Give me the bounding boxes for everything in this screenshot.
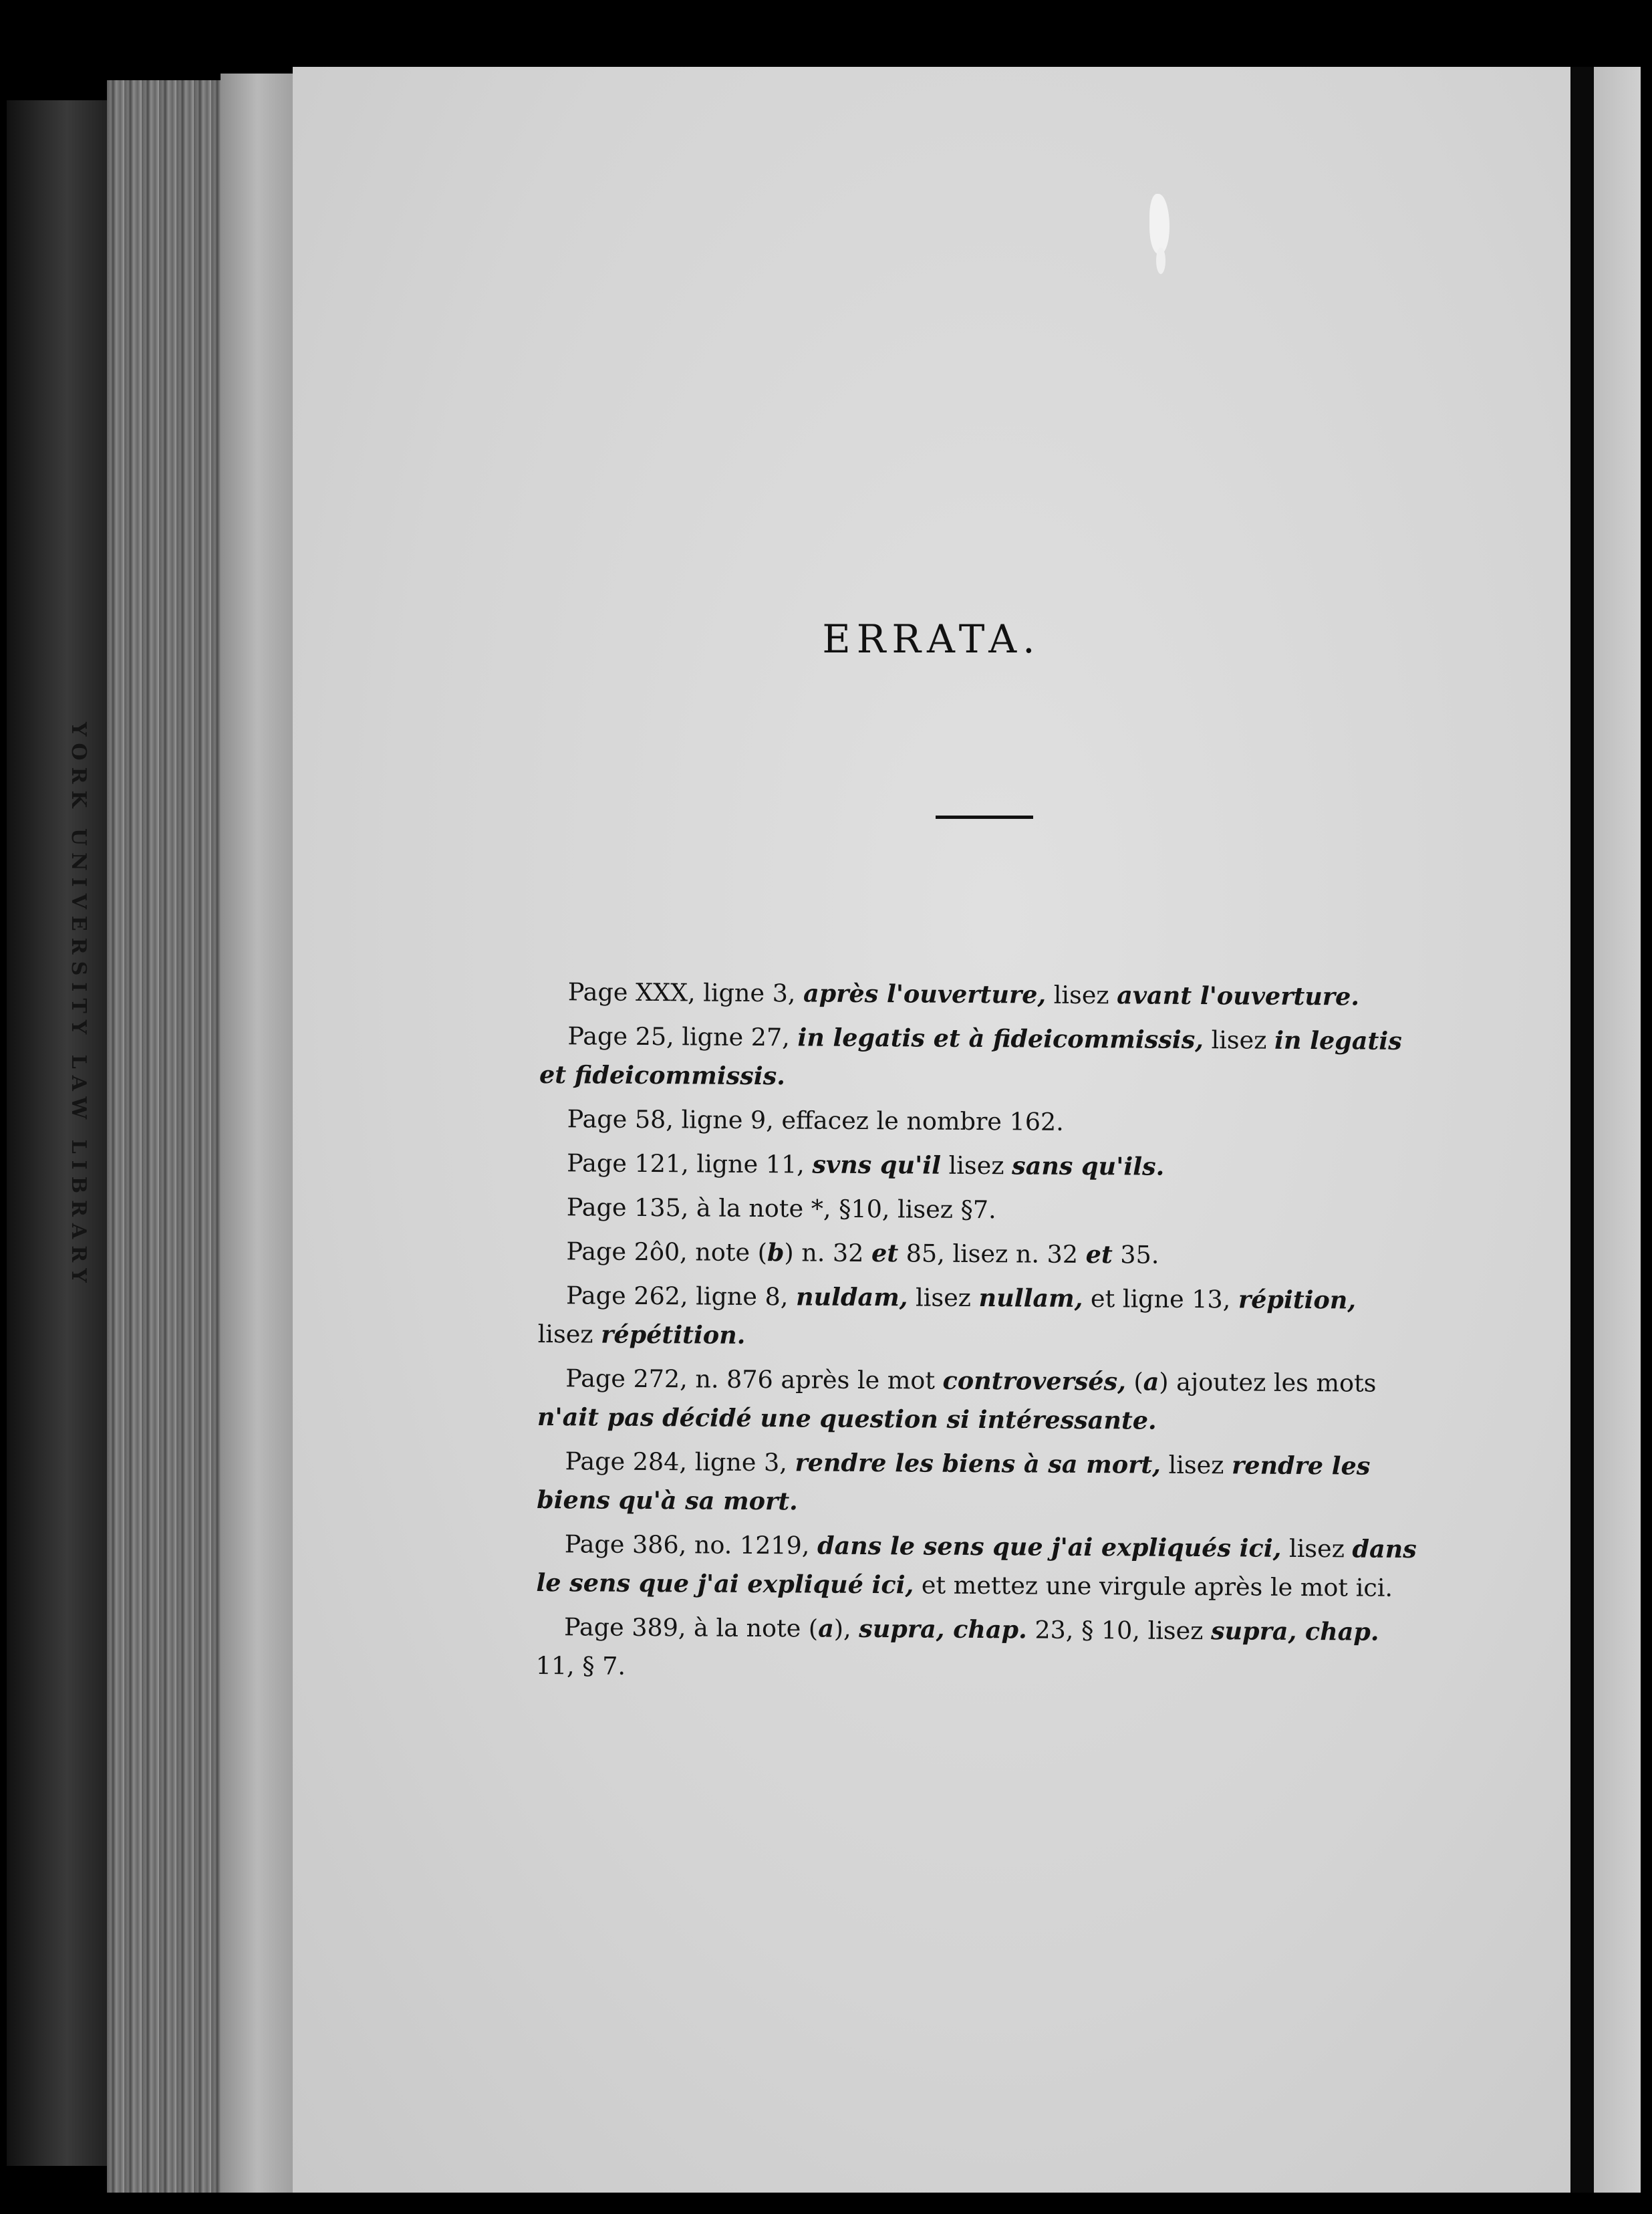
errata-text: Page 272, n. 876 après le mot	[565, 1364, 943, 1395]
errata-entry	[539, 1017, 1652, 1102]
errata-text: ),	[833, 1614, 859, 1643]
errata-page	[293, 67, 1570, 2193]
errata-italic-text: controversés,	[942, 1366, 1126, 1396]
errata-italic-text: a	[818, 1614, 834, 1643]
errata-text: lisez	[1203, 1025, 1275, 1055]
errata-entry-line	[539, 1100, 1652, 1146]
errata-italic-text: dans le sens que j'ai expliqués ici,	[817, 1531, 1282, 1563]
errata-italic-text: et	[871, 1239, 899, 1268]
errata-italic-text: b	[767, 1238, 785, 1267]
errata-italic-text: biens qu'à sa mort.	[537, 1485, 798, 1516]
errata-italic-text: et fideicommissis.	[539, 1060, 786, 1091]
errata-entry-line	[539, 1056, 1652, 1102]
gutter-shadow	[1570, 67, 1597, 2193]
errata-entry-line	[539, 1188, 1652, 1234]
errata-text: (	[1125, 1367, 1143, 1396]
errata-text: et mettez une virgule après le mot ici.	[914, 1570, 1393, 1602]
errata-entry-line	[537, 1481, 1652, 1527]
errata-text: Page 389, à la note (	[563, 1612, 819, 1643]
errata-entry-line	[536, 1608, 1652, 1654]
page-title: ERRATA.	[822, 616, 1041, 662]
errata-entry-line	[538, 1315, 1652, 1361]
paper-blemish	[1156, 247, 1165, 274]
errata-text: Page 135, à la note *, §10, lisez §7.	[566, 1193, 996, 1225]
errata-italic-text: supra, chap.	[859, 1614, 1027, 1644]
errata-entry	[538, 1276, 1652, 1361]
errata-italic-text: rendre les	[1231, 1451, 1371, 1481]
errata-text: 35.	[1112, 1240, 1159, 1269]
errata-italic-text: rendre les biens à sa mort,	[795, 1448, 1161, 1479]
errata-text: Page 386, no. 1219,	[564, 1529, 818, 1560]
errata-text: Page 25, ligne 27,	[567, 1021, 798, 1052]
errata-text: Page XXX, ligne 3,	[567, 977, 804, 1008]
errata-italic-text: svns qu'il	[812, 1150, 942, 1180]
errata-entry	[535, 1608, 1652, 1693]
facing-page-edge	[1594, 67, 1641, 2193]
errata-italic-text: nullam,	[978, 1283, 1083, 1313]
book-spine	[7, 100, 107, 2166]
errata-text: Page 262, ligne 8,	[565, 1281, 797, 1312]
errata-entry-line	[540, 973, 1652, 1019]
errata-italic-text: le sens que j'ai expliqué ici,	[536, 1568, 914, 1600]
errata-text: lisez	[908, 1283, 979, 1313]
errata-italic-text: répition,	[1238, 1285, 1357, 1315]
errata-text: lisez	[537, 1319, 601, 1349]
errata-entry-line	[539, 1144, 1652, 1190]
errata-italic-text: après l'ouverture,	[803, 979, 1047, 1009]
errata-italic-text: avant l'ouverture.	[1117, 981, 1360, 1011]
errata-list	[535, 973, 1652, 1698]
errata-entry	[539, 1144, 1652, 1190]
errata-entry-line	[536, 1564, 1652, 1610]
errata-entry	[537, 1442, 1652, 1527]
errata-italic-text: in legatis	[1274, 1025, 1402, 1056]
errata-entry	[539, 1188, 1652, 1234]
errata-text: 23, § 10, lisez	[1026, 1615, 1212, 1646]
errata-entry	[538, 1232, 1652, 1278]
errata-text: et ligne 13,	[1083, 1283, 1239, 1314]
paper-blemish	[1149, 194, 1169, 254]
errata-text: Page 121, ligne 11,	[567, 1148, 813, 1179]
errata-text: lisez	[940, 1150, 1012, 1181]
errata-italic-text: in legatis et à fideicommissis,	[797, 1023, 1204, 1055]
errata-entry	[536, 1525, 1652, 1610]
errata-entry-line	[537, 1398, 1652, 1444]
errata-text: lisez	[1045, 980, 1117, 1010]
errata-italic-text: sans qu'ils.	[1011, 1151, 1165, 1181]
errata-italic-text: n'ait pas décidé une question si intéressante.	[537, 1402, 1157, 1435]
errata-text: lisez	[1281, 1533, 1353, 1564]
title-rule	[936, 816, 1033, 819]
errata-italic-text: et	[1085, 1239, 1113, 1269]
errata-italic-text: répétition.	[601, 1320, 746, 1350]
errata-italic-text: nuldam,	[795, 1282, 908, 1312]
errata-text: 11, § 7.	[535, 1650, 626, 1681]
errata-text: lisez	[1160, 1450, 1232, 1480]
spine-library-stamp: YORK UNIVERSITY LAW LIBRARY	[67, 722, 90, 1289]
page-edges-light	[221, 74, 294, 2193]
errata-text: ) n. 32	[784, 1238, 872, 1268]
errata-entry	[537, 1359, 1652, 1444]
errata-text: ) ajoutez les mots	[1159, 1367, 1377, 1398]
errata-text: Page 284, ligne 3,	[565, 1447, 795, 1477]
errata-italic-text: dans	[1352, 1534, 1417, 1564]
errata-entry-line	[538, 1232, 1652, 1278]
errata-entry	[539, 1100, 1652, 1146]
errata-italic-text: a	[1143, 1367, 1159, 1396]
errata-text: 85, lisez n. 32	[898, 1239, 1086, 1269]
errata-entry	[540, 973, 1652, 1019]
errata-text: Page 2ô0, note (	[566, 1237, 768, 1267]
errata-text: Page 58, ligne 9, effacez le nombre 162.	[567, 1104, 1064, 1136]
errata-italic-text: supra, chap.	[1210, 1616, 1379, 1646]
errata-entry-line	[535, 1646, 1652, 1693]
